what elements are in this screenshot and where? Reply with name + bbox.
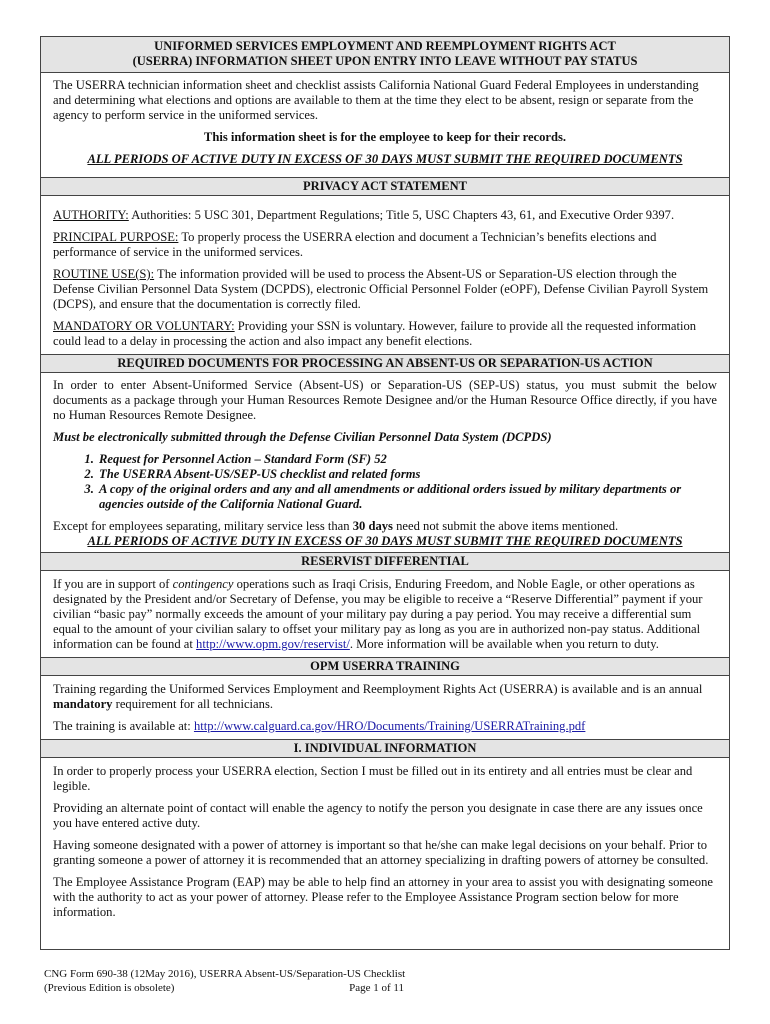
training-text-post: requirement for all technicians. — [112, 697, 273, 711]
exception-text-post: need not submit the above items mentioned. — [392, 519, 619, 533]
form-identifier: CNG Form 690-38 (12May 2016), USERRA Absent-US/Separation-US Checklist — [44, 968, 406, 980]
individual-heading: I. INDIVIDUAL INFORMATION — [41, 739, 729, 758]
required-docs-section — [41, 373, 729, 552]
training-text-pre: Training regarding the Uniformed Services Employment and Reemployment Rights Act (USERRA) is available and is an annual — [53, 682, 703, 696]
mandatory-paragraph — [53, 319, 717, 349]
mandatory-text: Providing your SSN is voluntary. However, failure to provide all the requested information could lead to a delay in processing the action and also impact any benefit elections. — [53, 319, 697, 348]
form-page — [40, 36, 730, 950]
reservist-paragraph — [53, 577, 717, 652]
title-line-1: UNIFORMED SERVICES EMPLOYMENT AND REEMPLOYMENT RIGHTS ACT — [154, 39, 616, 53]
list-item: 2. The USERRA Absent-US/SEP-US checklist and related forms — [97, 467, 717, 482]
intro-paragraph: The USERRA technician information sheet and checklist assists California National Guard Federal Employees in understanding and determining what elections and options are available to them at the time they elect to be absent, resign or separate from the agency to perform service in the uniformed services. — [53, 78, 699, 122]
required-docs-heading: REQUIRED DOCUMENTS FOR PROCESSING AN ABSENT-US OR SEPARATION-US ACTION — [41, 354, 729, 373]
individual-paragraph-4: The Employee Assistance Program (EAP) may be able to help find an attorney in your area to assist you with designating someone with the authority to act as your power of attorney. Please refer to the Employee Assistance Program section below for more information. — [53, 875, 713, 919]
training-availability — [53, 719, 717, 734]
active-duty-warning-2: ALL PERIODS OF ACTIVE DUTY IN EXCESS OF 30 DAYS MUST SUBMIT THE REQUIRED DOCUMENTS — [87, 534, 683, 548]
title-line-2: (USERRA) INFORMATION SHEET UPON ENTRY INTO LEAVE WITHOUT PAY STATUS — [132, 54, 638, 68]
individual-paragraph-2: Providing an alternate point of contact will enable the agency to notify the person you designate in case there are any issues once you have entered active duty. — [53, 801, 703, 830]
required-docs-paragraph: In order to enter Absent-Uniformed Service (Absent-US) or Separation-US (SEP-US) status, you must submit the below documents as a package through your Human Resources Remote Designee and/or the Human Resource Office directly, if you have no Human Resources Remote Designee. — [53, 378, 717, 422]
reservist-contingency: contingency — [172, 577, 234, 591]
footer-row — [44, 981, 404, 995]
intro-section — [41, 73, 729, 177]
training-heading: OPM USERRA TRAINING — [41, 657, 729, 676]
privacy-heading: PRIVACY ACT STATEMENT — [41, 177, 729, 196]
training-avail-text: The training is available at: — [53, 719, 194, 733]
purpose-label: PRINCIPAL PURPOSE: — [53, 230, 179, 244]
form-title — [41, 37, 729, 73]
mandatory-label: MANDATORY OR VOLUNTARY: — [53, 319, 235, 333]
active-duty-warning: ALL PERIODS OF ACTIVE DUTY IN EXCESS OF 30 DAYS MUST SUBMIT THE REQUIRED DOCUMENTS — [87, 152, 683, 166]
authority-label: AUTHORITY: — [53, 208, 129, 222]
routine-text: The information provided will be used to process the Absent-US or Separation-US election through the Defense Civilian Personnel Data System (DCPDS), electronic Official Personnel Folder (eOPF), Defense Civilian Payroll System (DCPS), and ensure that the documentation is correctly filed. — [53, 267, 709, 311]
routine-label: ROUTINE USE(S): — [53, 267, 155, 281]
userra-training-link[interactable]: http://www.calguard.ca.gov/HRO/Documents/Training/USERRATraining.pdf — [193, 719, 586, 733]
exception-days: 30 days — [352, 519, 393, 533]
exception-paragraph — [53, 519, 717, 534]
opm-reservist-link[interactable]: http://www.opm.gov/reservist/ — [196, 637, 350, 651]
reservist-text-mid: operations such as Iraqi Crisis, Enduring Freedom, and Noble Eagle, or other operations as designated by the President and/or Secretary of Defense, you may be eligible to receive a “Reserve Differential” payment if your civilian “basic pay” normally exceeds the amount of your military pay during a pay period. You may receive a differential sum equal to the amount of your civilian salary to offset your military pay as long as you are in authorized non-pay status. Additional information can be found at — [53, 577, 703, 651]
individual-paragraph-1: In order to properly process your USERRA election, Section I must be filled out in its entirety and all entries must be clear and legible. — [53, 764, 693, 793]
training-section — [41, 676, 729, 739]
reservist-heading: RESERVIST DIFFERENTIAL — [41, 552, 729, 571]
individual-section — [41, 758, 729, 930]
authority-paragraph — [53, 208, 717, 223]
list-item: 1. Request for Personnel Action – Standard Form (SF) 52 — [97, 452, 717, 467]
individual-paragraph-3: Having someone designated with a power of attorney is important so that he/she can make legal decisions on your behalf. Prior to granting someone a power of attorney it is recommended that an attorney specializing in drafting powers of attorney be consulted. — [53, 838, 709, 867]
reservist-text-post: . More information will be available when you return to duty. — [349, 637, 659, 651]
purpose-paragraph — [53, 230, 717, 260]
routine-paragraph — [53, 267, 717, 312]
page-footer — [44, 967, 444, 995]
reservist-section — [41, 571, 729, 657]
list-item: 3. A copy of the original orders and any and all amendments or additional orders issued by military departments or agencies outside of the California National Guard. — [97, 482, 717, 512]
page-number: Page 1 of 11 — [349, 982, 404, 994]
dcpds-note: Must be electronically submitted through the Defense Civilian Personnel Data System (DCPDS) — [53, 430, 552, 444]
purpose-text: To properly process the USERRA election and document a Technician’s benefits elections and performance of service in the uniformed services. — [53, 230, 657, 259]
training-paragraph — [53, 682, 717, 712]
required-docs-list — [53, 452, 717, 512]
edition-note: (Previous Edition is obsolete) — [44, 982, 175, 994]
reservist-text-pre: If you are in support of — [53, 577, 173, 591]
exception-text-pre: Except for employees separating, military service less than — [53, 519, 353, 533]
authority-text: Authorities: 5 USC 301, Department Regulations; Title 5, USC Chapters 43, 61, and Executive Order 9397. — [128, 208, 675, 222]
keep-records-note: This information sheet is for the employee to keep for their records. — [203, 130, 567, 144]
training-mandatory: mandatory — [53, 697, 113, 711]
privacy-section — [41, 196, 729, 354]
